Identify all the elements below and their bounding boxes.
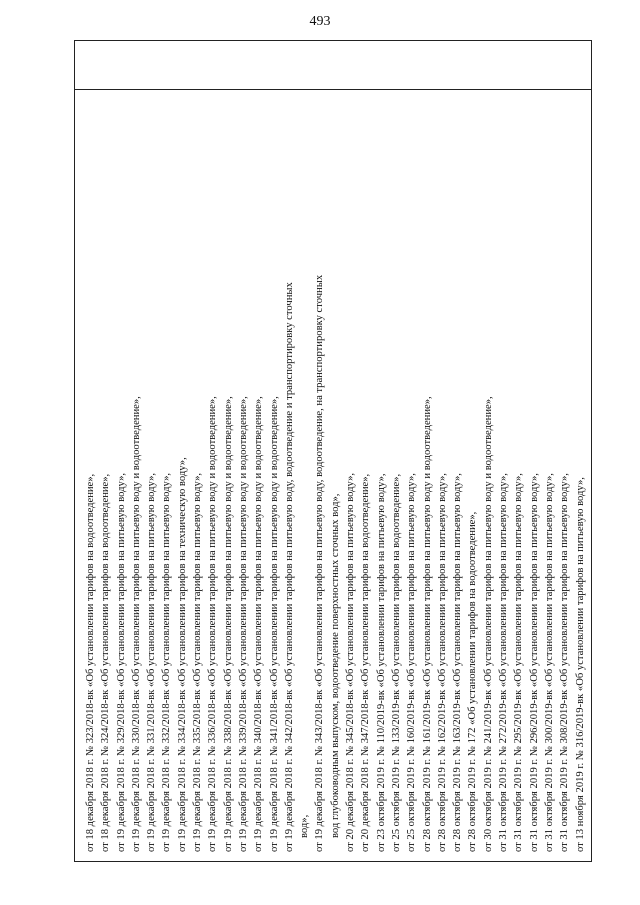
document-line: от 20 декабря 2018 г. № 347/2018-вк «Об установлении тарифов на водоотведение», [360, 473, 372, 852]
document-line: от 19 декабря 2018 г. № 329/2018-вк «Об установлении тарифов на питьевую воду», [115, 472, 127, 852]
document-line: от 31 октября 2019 г. № 300/2019-вк «Об установлении тарифов на питьевую воду», [543, 473, 555, 852]
document-line: от 18 декабря 2018 г. № 324/2018-вк «Об установлении тарифов на водоотведение», [100, 473, 112, 852]
document-line: от 28 октября 2019 г. № 172 «Об установлении тарифов на водоотведение», [467, 511, 479, 852]
document-line: от 31 октября 2019 г. № 272/2019-вк «Об установлении тарифов на питьевую воду», [498, 473, 510, 852]
document-line: вод», [299, 814, 311, 838]
document-line: от 18 декабря 2018 г. № 323/2018-вк «Об установлении тарифов на водоотведение», [85, 473, 96, 852]
document-line: от 19 декабря 2018 г. № 338/2018-вк «Об установлении тарифов на питьевую воду и водоотведение», [222, 396, 234, 852]
document-line: от 19 декабря 2018 г. № 341/2018-вк «Об установлении тарифов на питьевую воду и водоотведение», [268, 396, 280, 852]
page-number: 493 [309, 14, 331, 29]
document-line: от 19 декабря 2018 г. № 332/2018-вк «Об установлении тарифов на питьевую воду», [161, 472, 173, 852]
document-line: от 28 октября 2019 г. № 162/2019-вк «Об установлении тарифов на питьевую воду», [436, 473, 448, 852]
document-line: от 28 октября 2019 г. № 161/2019-вк «Об установлении тарифов на питьевую воду и водоотведение», [421, 396, 433, 852]
document-line: от 13 ноября 2019 г. № 316/2019-вк «Об установлении тарифов на питьевую воду», [574, 477, 586, 852]
document-line: от 30 октября 2019 г. № 241/2019-вк «Об установлении тарифов на питьевую воду и водоотведение», [482, 396, 494, 852]
document-line: от 19 декабря 2018 г. № 343/2018-вк «Об установлении тарифов на питьевую воду, водоотведение, на транспортировку сточных [314, 274, 326, 852]
document-line: от 19 декабря 2018 г. № 335/2018-вк «Об установлении тарифов на питьевую воду», [192, 472, 204, 852]
document-line: от 23 октября 2019 г. № 110/2019-вк «Об установлении тарифов на питьевую воду», [375, 473, 387, 852]
document-line: от 19 декабря 2018 г. № 334/2018-вк «Об установлении тарифов на техническую воду», [176, 457, 188, 852]
document-line: от 31 октября 2019 г. № 295/2019-вк «Об установлении тарифов на питьевую воду», [513, 473, 525, 852]
document-line: вод глубоководным выпуском, водоотведение поверхностных сточных вод», [329, 493, 341, 838]
document-line: от 19 декабря 2018 г. № 336/2018-вк «Об установлении тарифов на питьевую воду и водоотведение», [207, 396, 219, 852]
document-line: от 31 октября 2019 г. № 308/2019-вк «Об установлении тарифов на питьевую воду», [559, 473, 571, 852]
document-line: от 25 октября 2019 г. № 160/2019-вк «Об установлении тарифов на питьевую воду», [406, 473, 418, 852]
document-line: от 31 октября 2019 г. № 296/2019-вк «Об установлении тарифов на питьевую воду», [528, 473, 540, 852]
document-line: от 25 октября 2019 г. № 133/2019-вк «Об установлении тарифов на водоотведение», [390, 473, 402, 852]
document-line: от 19 декабря 2018 г. № 342/2018-вк «Об установлении тарифов на питьевую воду, водоотведение и транспортировку сточных [283, 282, 295, 852]
document-line: от 19 декабря 2018 г. № 331/2018-вк «Об установлении тарифов на питьевую воду», [146, 472, 158, 852]
document-line: от 28 октября 2019 г. № 163/2019-вк «Об установлении тарифов на питьевую воду», [452, 473, 464, 852]
rotated-document-body [83, 40, 588, 852]
document-line: от 19 декабря 2018 г. № 330/2018-вк «Об установлении тарифов на питьевую воду и водоотведение», [130, 396, 142, 852]
document-line: от 19 декабря 2018 г. № 340/2018-вк «Об установлении тарифов на питьевую воду и водоотведение», [253, 396, 265, 852]
document-line: от 19 декабря 2018 г. № 339/2018-вк «Об установлении тарифов на питьевую воду и водоотведение», [237, 396, 249, 852]
document-line: от 20 декабря 2018 г. № 345/2018-вк «Об установлении тарифов на питьевую воду», [345, 472, 357, 852]
